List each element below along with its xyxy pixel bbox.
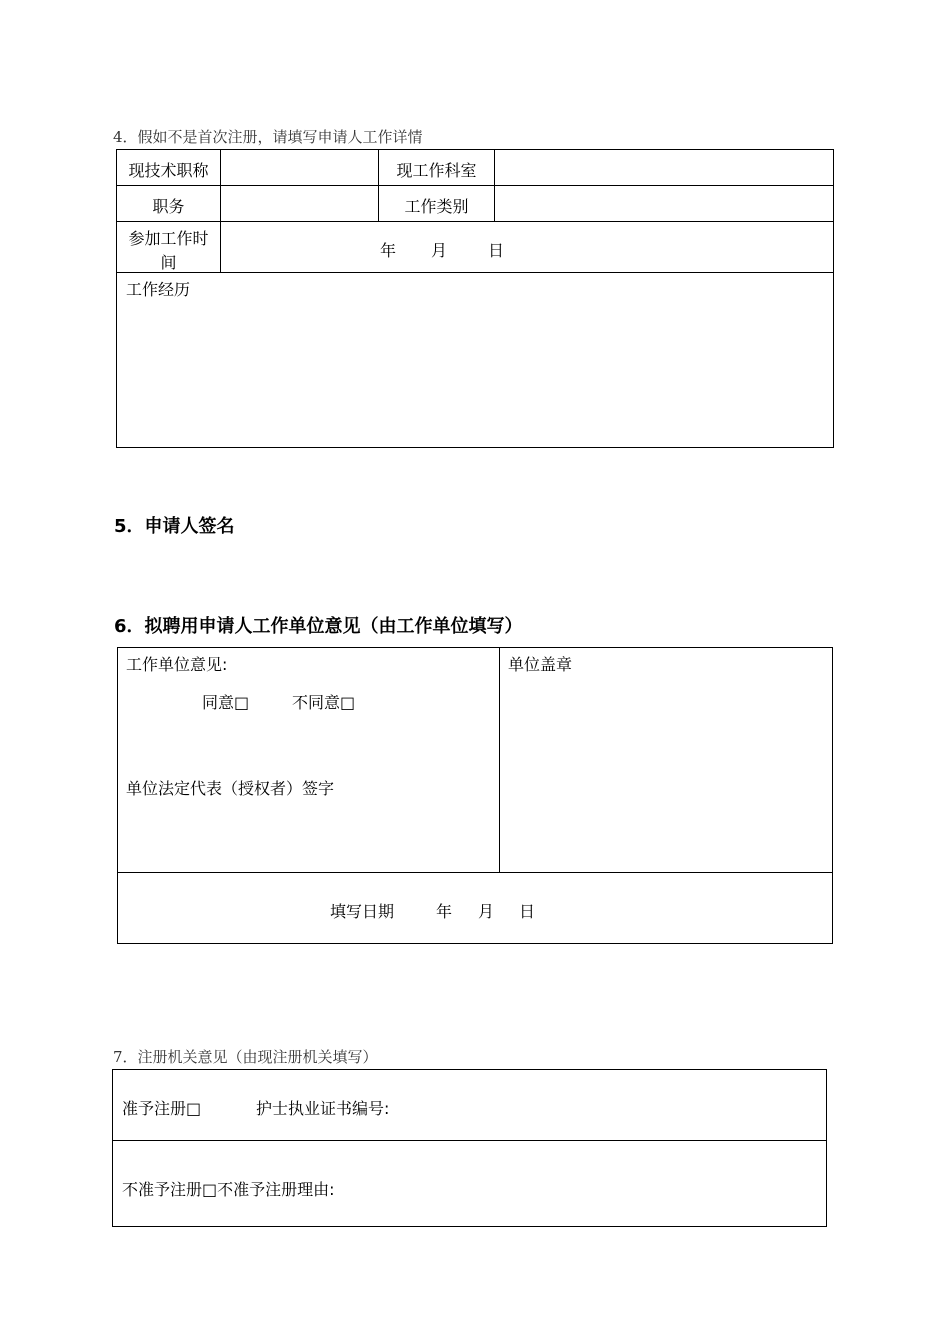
section5-heading: 5．申请人签名 [114,516,235,537]
work-category-label: 工作类别 [404,197,469,216]
fill-date-label: 填写日期 [330,902,395,921]
reject-registration-checkbox[interactable]: 不准予注册□不准予注册理由: [122,1180,335,1199]
table-divider [499,647,500,872]
table-divider [116,221,834,222]
legal-rep-signature-label: 单位法定代表（授权者）签字 [126,779,335,798]
work-category-field[interactable] [496,187,832,219]
experience-label: 工作经历 [126,280,191,299]
unit-seal-label: 单位盖章 [508,655,573,674]
agree-checkbox[interactable]: 同意□ [202,693,250,712]
start-work-label-line1: 参加工作时 [128,229,209,248]
table-divider [116,185,834,186]
registration-authority-table-border [112,1069,827,1227]
license-number-label: 护士执业证书编号: [256,1099,390,1118]
position-label: 职务 [152,197,185,216]
current-dept-label: 现工作科室 [396,161,477,180]
date-month-label: 月 [431,241,448,260]
position-field[interactable] [222,187,376,219]
table-divider [494,149,495,221]
tech-title-field[interactable] [222,151,376,183]
table-divider [116,272,834,273]
table-divider [112,1140,827,1141]
start-work-date-field[interactable] [222,223,832,270]
fill-date-day: 日 [519,902,536,921]
fill-date-year: 年 [436,902,453,921]
current-dept-field[interactable] [496,151,832,183]
start-work-label-line2: 间 [160,253,177,272]
disagree-checkbox[interactable]: 不同意□ [292,693,356,712]
fill-date-month: 月 [478,902,495,921]
approve-registration-checkbox[interactable]: 准予注册□ [122,1099,202,1118]
section6-heading: 6．拟聘用申请人工作单位意见（由工作单位填写） [114,616,523,637]
section7-heading: 7．注册机关意见（由现注册机关填写） [113,1048,378,1066]
date-year-label: 年 [380,241,397,260]
experience-field[interactable] [118,300,832,446]
employer-opinion-label: 工作单位意见: [126,655,228,674]
table-divider [117,872,833,873]
table-divider [220,149,221,272]
tech-title-label: 现技术职称 [128,161,209,180]
section4-heading: 4．假如不是首次注册，请填写申请人工作详情 [113,128,423,146]
date-day-label: 日 [488,241,505,260]
